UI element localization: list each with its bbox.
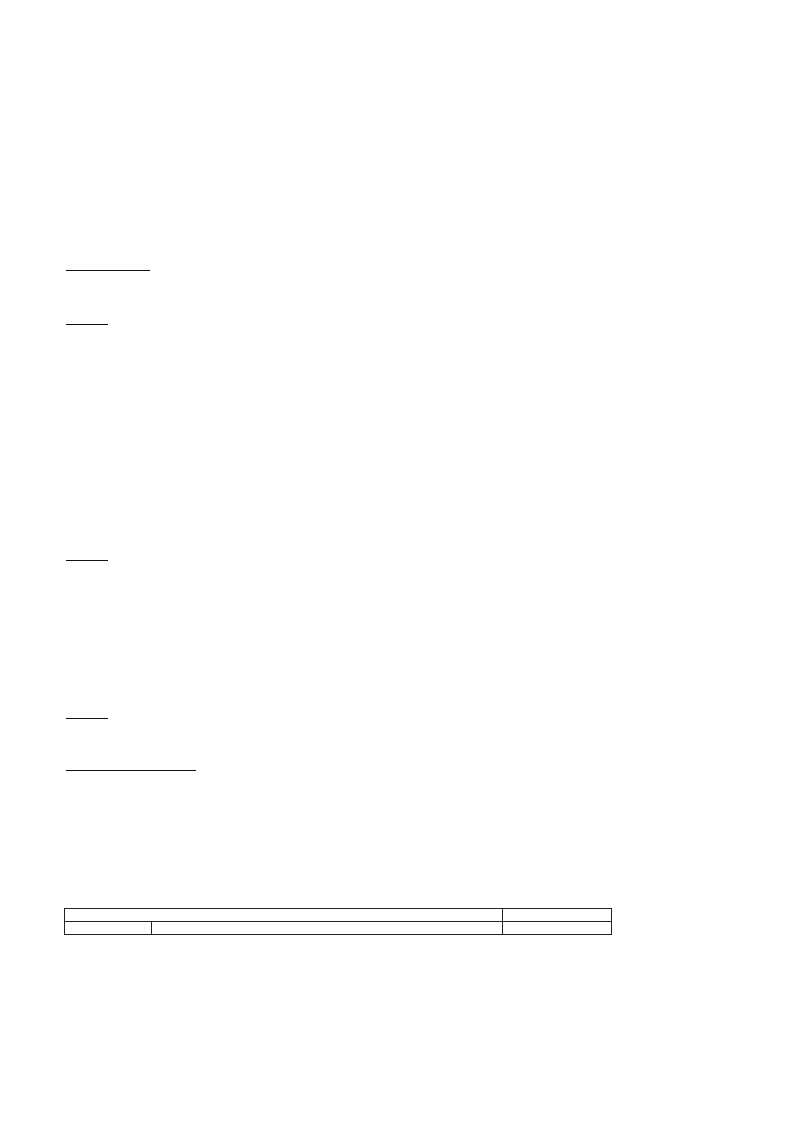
answer-table bbox=[64, 908, 612, 935]
figure-1 bbox=[230, 144, 590, 244]
answer-blank-4[interactable] bbox=[66, 546, 108, 561]
answer-blank-2[interactable] bbox=[108, 256, 150, 271]
answer-blank-5[interactable] bbox=[66, 704, 108, 719]
part-3-line2 bbox=[66, 703, 108, 723]
answer-blank-1[interactable] bbox=[66, 256, 108, 271]
table-cell bbox=[503, 922, 612, 935]
question-3 bbox=[66, 545, 108, 565]
table-header-2 bbox=[503, 909, 612, 922]
table-cell bbox=[152, 922, 503, 935]
figure-2-charts bbox=[262, 324, 562, 494]
part-4-line2 bbox=[66, 755, 196, 775]
answer-blank-6[interactable] bbox=[66, 756, 196, 771]
answer-blank-3[interactable] bbox=[66, 310, 108, 325]
table-cell bbox=[65, 922, 152, 935]
table-header-1 bbox=[65, 909, 503, 922]
question-2-line2 bbox=[66, 309, 108, 329]
table-row bbox=[65, 922, 612, 935]
table-row bbox=[65, 909, 612, 922]
question-1 bbox=[66, 255, 150, 275]
